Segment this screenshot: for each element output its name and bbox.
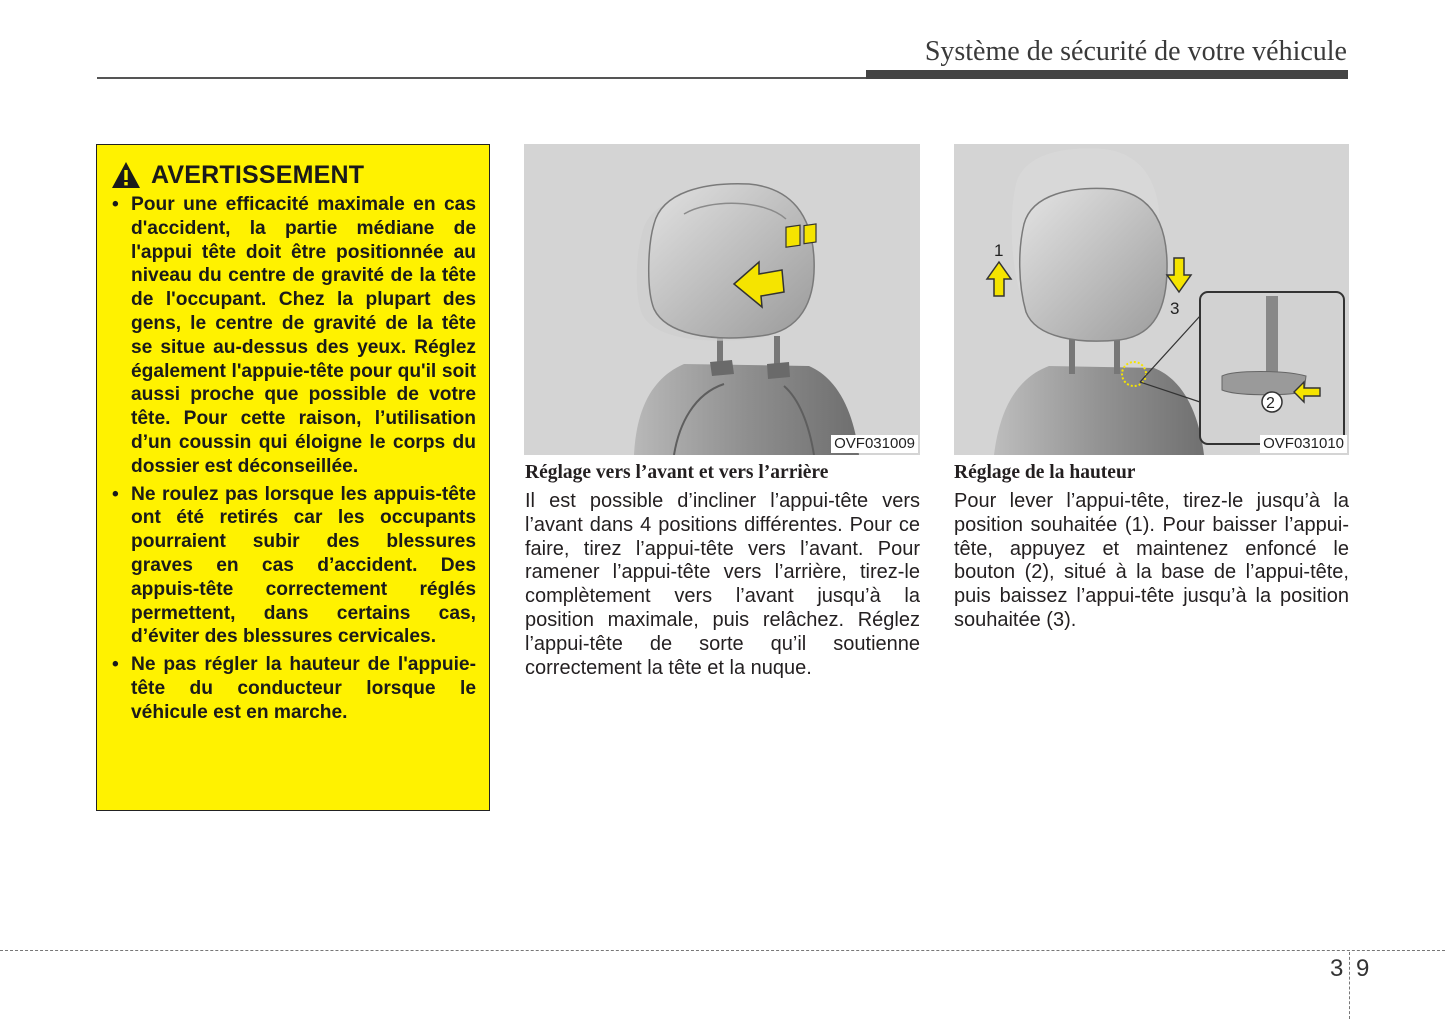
figure-code: OVF031010 (1260, 435, 1347, 453)
warning-item: • Ne roulez pas lorsque les appuis-tête ont été retirés car les occupants pourraient subir des blessures graves en cas d’accident. Des appuis-tête correctement réglés permettent, dans certains cas, d’éviter des blessures cervicales. (111, 483, 476, 650)
warning-item: • Pour une efficacité maximale en cas d'accident, la partie médiane de l'appui tête doit être positionnée au niveau du centre de gravité de la tête de l'occupant. Chez la plupart des gens, le centre de gravité de la tête se situe au-dessus des yeux. Réglez également l'appuie-tête pour qu'il soit aussi proche que possible de votre tête. Pour cette raison, l’utilisation d’un coussin qui éloigne le corps du dossier est déconseillée. (111, 193, 476, 479)
header-rule-thick (866, 70, 1348, 79)
figure-code: OVF031009 (831, 435, 918, 453)
label-3: 3 (1170, 299, 1180, 318)
down-arrow-icon (1167, 258, 1191, 292)
header-rule-thin (97, 77, 867, 79)
inset-detail (1200, 292, 1344, 444)
figure-forward-adjust (524, 144, 920, 455)
section-title-height: Réglage de la hauteur (954, 462, 1136, 483)
warning-item: • Ne pas régler la hauteur de l'appuie-tête du conducteur lorsque le véhicule est en marche. (111, 653, 476, 724)
section-body-height: Pour lever l’appui-tête, tirez-le jusqu’à la position souhaitée (1). Pour baisser l’appui-tête, appuyez et maintenez enfoncé le bouton (2), situé à la base de l’appui-tête, puis baissez l’appui-tête jusqu’à la position souhaitée (3). (954, 490, 1349, 631)
figure-height-adjust (954, 144, 1349, 455)
section-title-forward: Réglage vers l’avant et vers l’arrière (525, 462, 829, 483)
page-header-title: Système de sécurité de votre véhicule (924, 36, 1347, 67)
warning-triangle-icon (111, 161, 141, 189)
headrest-forward-illustration (524, 144, 920, 455)
chapter-number: 3 (1330, 955, 1344, 982)
page-number-divider (1349, 952, 1350, 1019)
section-body-forward: Il est possible d’incliner l’appui-tête vers l’avant dans 4 positions différentes. Pour ce faire, tirez l’appui-tête vers l’avant. Pour ramener l’appui-tête vers l’arrière, tirez-le complètement vers l’avant jusqu’à la position maximale, puis relâchez. Réglez l’appui-tête de sorte qu’il soutienne correctement la tête et la nuque. (525, 490, 920, 679)
label-2: 2 (1266, 395, 1275, 412)
headrest-height-illustration (954, 144, 1349, 455)
warning-header (111, 159, 476, 191)
warning-list (111, 193, 476, 725)
warning-title: AVERTISSEMENT (151, 160, 365, 189)
warning-box (96, 144, 490, 811)
page-number: 9 (1356, 955, 1370, 982)
label-1: 1 (994, 241, 1004, 260)
footer-divider (0, 950, 1445, 951)
up-arrow-icon (987, 262, 1011, 296)
